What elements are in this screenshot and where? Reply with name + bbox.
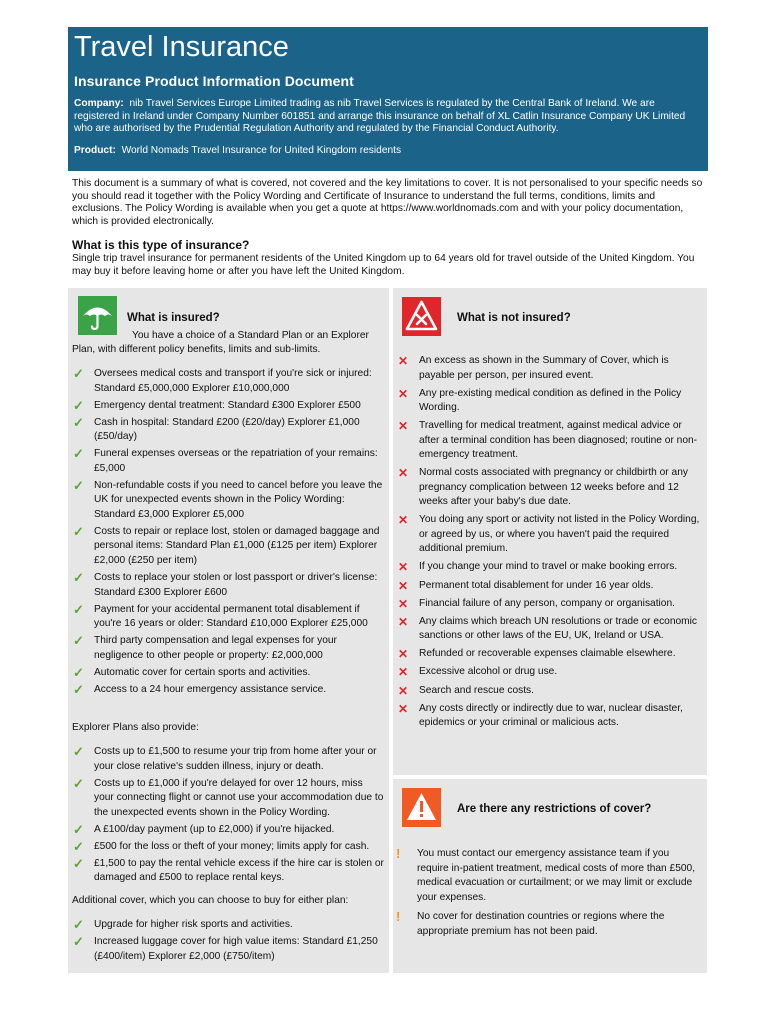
check-icon: ✓ bbox=[73, 855, 84, 871]
check-icon: ✓ bbox=[73, 366, 84, 381]
list-item-text: Costs to repair or replace lost, stolen or damaged baggage and personal items: Standard Plan £1,000 (£125 per item) Explorer £2,000 (£250 per item) bbox=[94, 525, 380, 566]
list-item-text: Permanent total disablement for under 16 year olds. bbox=[419, 579, 654, 591]
list-item-text: A £100/day payment (up to £2,000) if you're hijacked. bbox=[94, 823, 335, 835]
page-title: Travel Insurance bbox=[74, 31, 289, 63]
cross-icon: ✕ bbox=[398, 419, 409, 434]
list-item bbox=[396, 909, 701, 939]
restrictions-title: Are there any restrictions of cover? bbox=[457, 803, 652, 815]
product-label: Product: bbox=[74, 144, 116, 156]
cross-icon: ✕ bbox=[398, 386, 409, 401]
list-item-text: Any pre-existing medical condition as defined in the Policy Wording. bbox=[419, 387, 682, 414]
intro-paragraph: This document is a summary of what is covered, not covered and the key limitations to cover. It is not personalised to your specific needs so you should read it together with the Policy Wording and Certificate of Insurance to understand the full terms, conditions, limits and exclusions. The Policy Wording is available when you get a quote at https://www.worldnomads.com and with your policy documentation, which is provided electronically. bbox=[72, 178, 703, 227]
check-icon: ✓ bbox=[73, 744, 84, 759]
list-item bbox=[398, 354, 703, 383]
list-item bbox=[73, 838, 384, 855]
list-item bbox=[73, 397, 384, 414]
list-item-text: Excessive alcohol or drug use. bbox=[419, 666, 558, 678]
list-item-text: Third party compensation and legal expenses for your negligence to other people or property: £2,000,000 bbox=[94, 635, 337, 661]
list-item-text: Payment for your accidental permanent total disablement if you're 16 years or older: Standard £10,000 Explorer £25,000 bbox=[94, 603, 368, 630]
check-icon: ✓ bbox=[73, 917, 84, 932]
list-item bbox=[398, 701, 703, 731]
warning-exclamation-icon bbox=[402, 788, 441, 827]
list-item bbox=[398, 386, 703, 416]
explorer-plans-heading: Explorer Plans also provide: bbox=[72, 722, 199, 733]
list-item bbox=[73, 523, 384, 569]
list-item-text: £1,500 to pay the rental vehicle excess if the hire car is stolen or damaged and £500 to replace rental keys. bbox=[94, 857, 384, 884]
company-label: Company: bbox=[74, 98, 124, 109]
list-item bbox=[398, 419, 703, 463]
list-item bbox=[73, 821, 384, 838]
list-item-text: Oversees medical costs and transport if you're sick or injured: Standard £5,000,000 Explorer £10,000,000 bbox=[94, 368, 372, 394]
list-item-text: Emergency dental treatment: Standard £300 Explorer £500 bbox=[94, 399, 361, 411]
check-icon: ✓ bbox=[73, 633, 84, 649]
cross-icon: ✕ bbox=[398, 513, 409, 528]
list-item bbox=[398, 466, 703, 510]
cross-icon: ✕ bbox=[398, 683, 409, 698]
cross-icon: ✕ bbox=[398, 466, 409, 481]
list-item-text: Increased luggage cover for high value items: Standard £1,250 (£400/item) Explorer £2,000 (£750/item) bbox=[94, 936, 378, 962]
list-item bbox=[398, 513, 703, 557]
restrictions-panel bbox=[393, 779, 707, 973]
list-item-text: Financial failure of any person, company or organisation. bbox=[419, 597, 675, 609]
list-item-text: Cash in hospital: Standard £200 (£20/day) Explorer £1,000 (£50/day) bbox=[94, 416, 360, 443]
list-item-text: Costs to replace your stolen or lost passport or driver's license: Standard £300 Explorer £600 bbox=[94, 572, 378, 598]
list-item bbox=[73, 855, 384, 886]
list-item-text: Normal costs associated with pregnancy or childbirth or any pregnancy complication between 12 weeks before and 12 weeks after your baby's due date. bbox=[419, 467, 688, 508]
list-item bbox=[398, 665, 703, 680]
insurance-type-heading: What is this type of insurance? bbox=[72, 238, 250, 252]
list-item-text: £500 for the loss or theft of your money; limits apply for cash. bbox=[94, 840, 370, 852]
list-item bbox=[73, 414, 384, 445]
not-insured-title: What is not insured? bbox=[457, 312, 571, 324]
document-header bbox=[68, 27, 708, 171]
list-item bbox=[398, 683, 703, 699]
check-icon: ✓ bbox=[73, 775, 84, 791]
list-item bbox=[73, 366, 384, 396]
list-item bbox=[398, 596, 703, 612]
cross-icon: ✕ bbox=[398, 596, 409, 611]
list-item-text: No cover for destination countries or regions where the appropriate premium has not been paid. bbox=[417, 911, 665, 937]
cross-icon: ✕ bbox=[398, 701, 409, 716]
list-item-text: An excess as shown in the Summary of Cover, which is payable per person, per insured event. bbox=[419, 355, 669, 381]
check-icon: ✓ bbox=[73, 570, 84, 586]
not-insured-list bbox=[398, 354, 703, 734]
list-item-text: You doing any sport or activity not listed in the Policy Wording, or agreed by us, or where you haven't paid the required additional premium. bbox=[419, 514, 700, 555]
page-subtitle: Insurance Product Information Document bbox=[74, 73, 354, 89]
list-item bbox=[398, 647, 703, 662]
product-info bbox=[74, 145, 702, 158]
warning-cross-icon bbox=[402, 297, 441, 336]
restrictions-list bbox=[396, 846, 701, 944]
list-item-text: Search and rescue costs. bbox=[419, 684, 534, 696]
list-item bbox=[398, 614, 703, 644]
cross-icon: ✕ bbox=[398, 614, 409, 629]
check-icon: ✓ bbox=[73, 934, 84, 950]
list-item bbox=[73, 633, 384, 663]
insurance-type-answer: Single trip travel insurance for permanent residents of the United Kingdom up to 64 years old for travel outside of the United Kingdom. You may buy it before leaving home or after you have left the United Kingdom. bbox=[72, 253, 695, 277]
list-item-text: Automatic cover for certain sports and activities. bbox=[94, 666, 311, 678]
company-info bbox=[74, 98, 702, 136]
exclamation-icon: ! bbox=[396, 846, 401, 861]
list-item-text: Travelling for medical treatment, against medical advice or after a terminal condition has been diagnosed; routine or non-emergency treatment. bbox=[419, 420, 698, 461]
cross-icon: ✕ bbox=[398, 578, 409, 593]
list-item bbox=[73, 446, 384, 476]
list-item-text: Refunded or recoverable expenses claimable elsewhere. bbox=[419, 648, 676, 660]
list-item-text: Costs up to £1,500 to resume your trip from home after your or your close relative's sudden illness, injury or death. bbox=[94, 746, 377, 772]
what-is-insured-panel bbox=[68, 288, 389, 973]
cross-icon: ✕ bbox=[398, 647, 409, 662]
exclamation-icon: ! bbox=[396, 909, 401, 924]
additional-cover-heading: Additional cover, which you can choose to buy for either plan: bbox=[72, 895, 349, 906]
cross-icon: ✕ bbox=[398, 665, 409, 680]
list-item bbox=[73, 934, 384, 964]
list-item-text: Any costs directly or indirectly due to war, nuclear disaster, epidemics or your criminal or malicious acts. bbox=[419, 702, 683, 729]
list-item bbox=[73, 775, 384, 821]
list-item-text: Upgrade for higher risk sports and activities. bbox=[94, 919, 293, 930]
insured-intro bbox=[72, 329, 382, 357]
list-item bbox=[398, 578, 703, 594]
list-item-text: Access to a 24 hour emergency assistance service. bbox=[94, 683, 327, 695]
list-item bbox=[73, 570, 384, 600]
list-item bbox=[396, 846, 701, 905]
what-is-not-insured-panel bbox=[393, 288, 707, 775]
list-item bbox=[73, 744, 384, 774]
list-item-text: Funeral expenses overseas or the repatriation of your remains: £5,000 bbox=[94, 448, 378, 474]
cross-icon: ✕ bbox=[398, 560, 409, 575]
list-item bbox=[73, 477, 384, 523]
list-item bbox=[73, 681, 384, 698]
explorer-plans-list bbox=[73, 744, 384, 888]
list-item bbox=[398, 560, 703, 575]
check-icon: ✓ bbox=[73, 664, 84, 680]
list-item bbox=[73, 601, 384, 632]
check-icon: ✓ bbox=[73, 838, 84, 854]
check-icon: ✓ bbox=[73, 681, 84, 697]
product-text: World Nomads Travel Insurance for United Kingdom residents bbox=[121, 144, 402, 156]
list-item-text: Non-refundable costs if you need to cancel before you leave the UK for unexpected events shown in the Policy Wording: Standard £3,000 Explorer £5,000 bbox=[94, 479, 383, 520]
insured-intro-text: You have a choice of a Standard Plan or an Explorer Plan, with different policy benefits, limits and sub-limits. bbox=[72, 330, 369, 355]
list-item bbox=[73, 917, 384, 933]
insured-list bbox=[73, 366, 384, 700]
check-icon: ✓ bbox=[73, 397, 84, 413]
check-icon: ✓ bbox=[73, 446, 84, 462]
check-icon: ✓ bbox=[73, 523, 84, 539]
list-item-text: If you change your mind to travel or make booking errors. bbox=[419, 561, 678, 573]
company-text: nib Travel Services Europe Limited trading as nib Travel Services is regulated by the Central Bank of Ireland. We are registered in Ireland under Company Number 601851 and arrange this insurance on behalf of XL Catlin Insurance Company UK Limited who are authorised by the Prudential Regulation Authority and regulated by the Financial Conduct Authority. bbox=[74, 98, 686, 134]
list-item-text: You must contact our emergency assistance team if you require in-patient treatment, medical costs of more than £500, medical evacuation or curtailment; or we may limit or exclude your expenses. bbox=[417, 848, 696, 903]
insured-title: What is insured? bbox=[127, 312, 220, 324]
check-icon: ✓ bbox=[73, 414, 84, 430]
cross-icon: ✕ bbox=[398, 354, 409, 368]
additional-cover-list bbox=[73, 917, 384, 967]
check-icon: ✓ bbox=[73, 821, 84, 837]
check-icon: ✓ bbox=[73, 477, 84, 493]
check-icon: ✓ bbox=[73, 601, 84, 617]
list-item-text: Costs up to £1,000 if you're delayed for over 12 hours, miss your connecting flight or cannot use your accommodation due to the unexpected events shown in the Policy Wording. bbox=[94, 777, 384, 818]
list-item-text: Any claims which breach UN resolutions or trade or economic sanctions or other laws of the EU, UK, Ireland or USA. bbox=[419, 615, 698, 642]
list-item bbox=[73, 664, 384, 681]
